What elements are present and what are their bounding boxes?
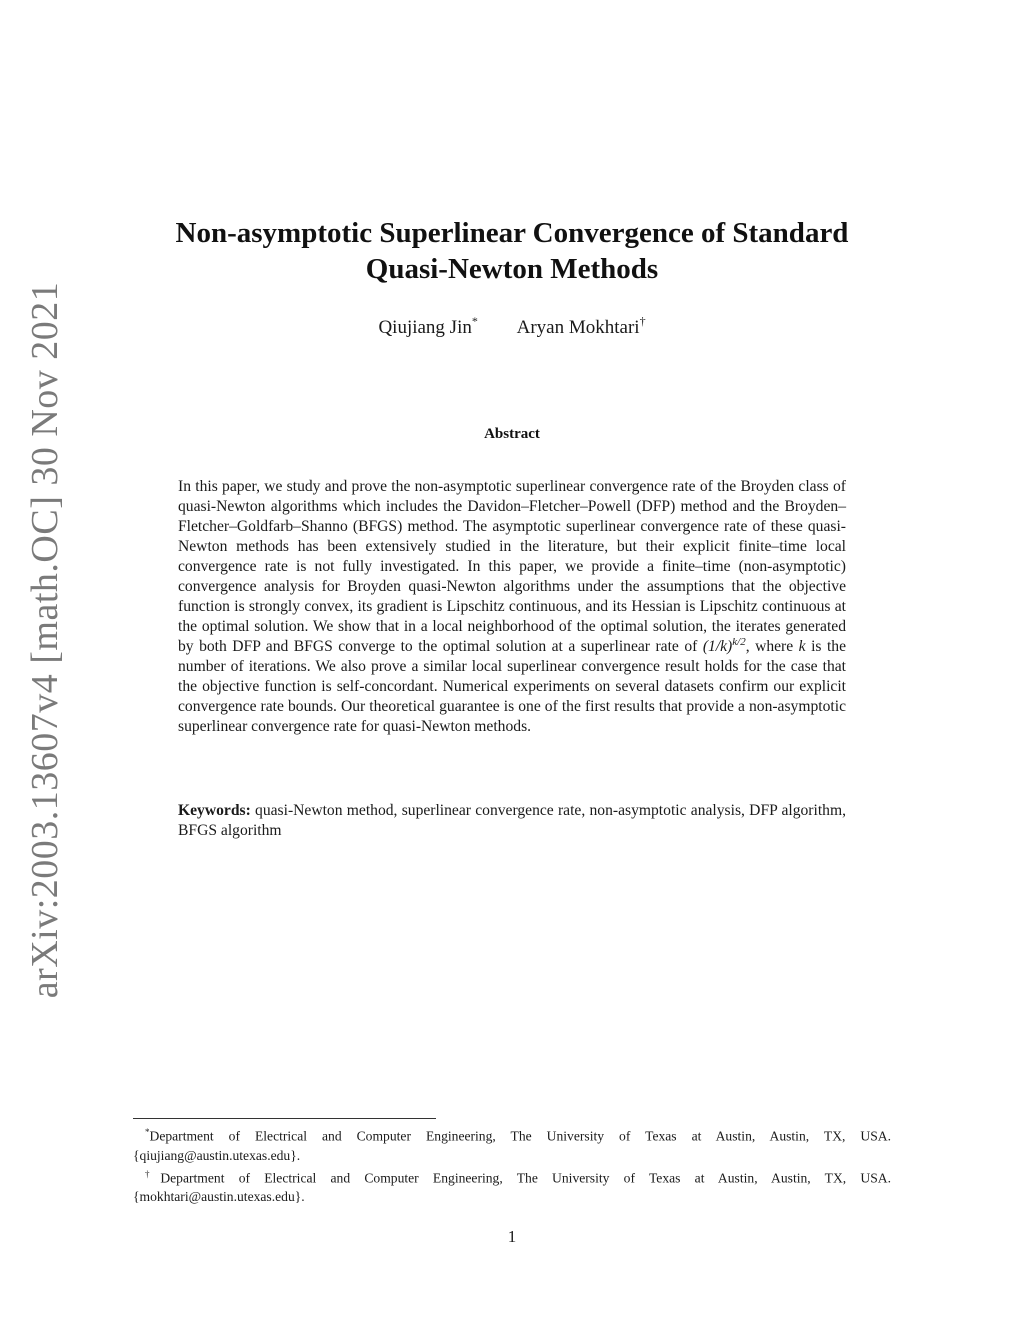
footnote-1-mark: *: [145, 1127, 150, 1137]
author-1-name: Qiujiang Jin: [378, 317, 472, 338]
page-number: 1: [507, 1227, 517, 1246]
author-2-footnote-mark: †: [639, 314, 646, 328]
rate-exponent: k/2: [732, 635, 746, 648]
footnotes: [133, 1123, 891, 1206]
keywords-list: quasi-Newton method, superlinear convergence rate, non-asymptotic analysis, DFP algorithm, BFGS algorithm: [178, 801, 846, 839]
abstract-text-part-3: is the number of iterations. We also prove a similar local superlinear convergence result holds for the case that the objective function is self-concordant. Numerical experiments on several datasets confirm our explicit convergence rate bounds. Our theoretical guarantee is one of the first results that provide a non-asymptotic superlinear convergence rate for quasi-Newton methods.: [178, 637, 847, 735]
iteration-symbol: k: [798, 637, 806, 655]
footnote-2-mark: †: [145, 1168, 161, 1179]
abstract-text-part-2: , where: [745, 637, 794, 655]
abstract-body: [178, 477, 846, 737]
footnote-1: [133, 1123, 891, 1165]
paper-title-line-1: Non-asymptotic Superlinear Convergence of Standard: [175, 217, 849, 250]
paper-title-line-2: Quasi-Newton Methods: [365, 253, 659, 286]
author-2-name: Aryan Mokhtari: [516, 317, 640, 338]
footnote-2: [133, 1165, 891, 1207]
abstract-heading: Abstract: [484, 426, 540, 442]
abstract-text-part-1: In this paper, we study and prove the non-asymptotic superlinear convergence rate of the Broyden class of quasi-Newton algorithms which includes the Davidon–Fletcher–Powell (DFP) method and the Broyden–Fletcher–Goldfarb–Shanno (BFGS) method. The asymptotic superlinear convergence rate of these quasi-Newton methods has been extensively studied in the literature, but their explicit finite–time local convergence rate is not fully investigated. In this paper, we provide a finite–time (non-asymptotic) convergence analysis for Broyden quasi-Newton algorithms under the assumptions that the objective function is strongly convex, its gradient is Lipschitz continuous, and its Hessian is Lipschitz continuous at the optimal solution. We show that in a local neighborhood of the optimal solution, the iterates generated by both DFP and BFGS converge to the optimal solution at a superlinear rate of: [178, 477, 846, 655]
convergence-rate-formula: [702, 635, 746, 655]
keywords-section: [178, 801, 846, 841]
footnote-2-text: Department of Electrical and Computer Engineering, The University of Texas at Austin, Austin, TX, USA. {mokhtari@austin.utexas.edu}.: [133, 1170, 891, 1205]
keywords-label: Keywords:: [178, 801, 251, 819]
author-2: [516, 314, 646, 339]
rate-base: (1/k): [702, 637, 733, 655]
author-1: [378, 314, 478, 339]
footnote-divider: [133, 1118, 436, 1119]
arxiv-identifier-stamp: arXiv:2003.13607v4 [math.OC] 30 Nov 2021: [24, 281, 66, 999]
footnote-1-text: Department of Electrical and Computer Engineering, The University of Texas at Austin, Austin, TX, USA. {qiujiang@austin.utexas.edu}.: [133, 1128, 891, 1163]
author-1-footnote-mark: *: [471, 314, 478, 328]
paper-title: [120, 215, 904, 287]
author-list: [0, 314, 1024, 339]
